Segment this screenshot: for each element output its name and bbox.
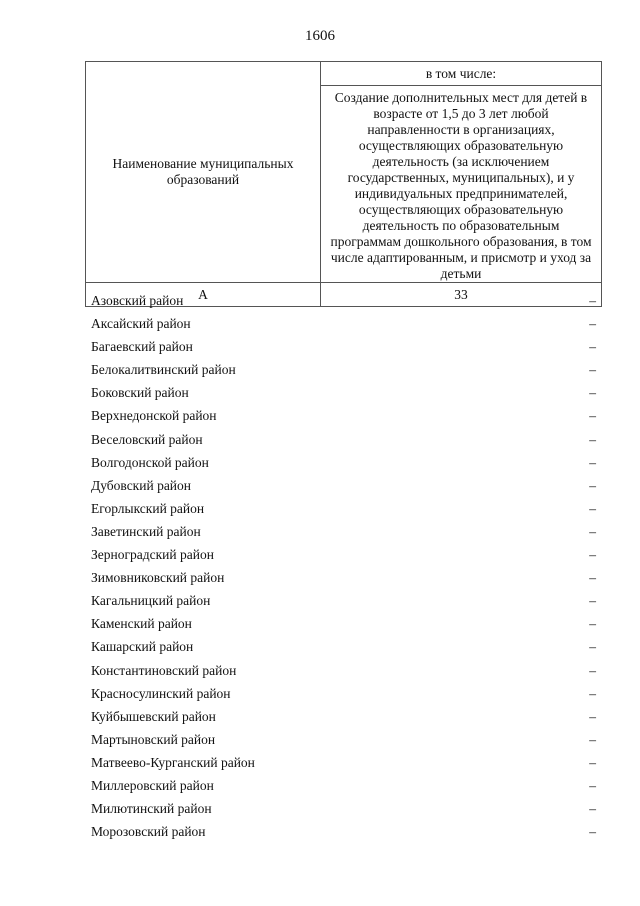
header-municipality-name: Наименование муниципальных образований [86,62,321,283]
table-row [0,659,640,682]
table-row [0,520,640,543]
district-value: – [589,685,596,701]
district-value: – [589,708,596,724]
district-name: Егорлыкский район [91,500,205,516]
district-value: – [589,777,596,793]
district-value: – [589,293,596,308]
district-value: – [589,362,596,378]
table-row [0,543,640,566]
district-value: – [589,431,596,447]
table-row [0,774,640,797]
district-name: Куйбышевский район [91,708,216,724]
table-row [0,428,640,451]
district-value: – [589,801,596,817]
district-name: Багаевский район [91,339,193,355]
district-name: Волгодонской район [91,454,209,470]
table-row [0,705,640,728]
district-name: Миллеровский район [91,777,214,793]
table-row [0,404,640,427]
district-name: Азовский район [91,293,184,308]
district-value: – [589,570,596,586]
page-number: 1606 [305,28,335,44]
table-row [0,682,640,705]
table-row [0,728,640,751]
table-header [85,61,602,307]
table-row [0,497,640,520]
district-value: – [589,523,596,539]
table-row [0,566,640,589]
district-value: – [589,754,596,770]
header-column-code-a: А [86,283,321,307]
table-row [0,820,640,843]
district-value: – [589,662,596,678]
table-row [0,589,640,612]
district-value: – [589,339,596,355]
district-value: – [589,316,596,332]
district-name: Верхнедонской район [91,408,217,424]
table-row [0,751,640,774]
district-name: Матвеево-Курганский район [91,754,255,770]
district-name: Константиновский район [91,662,237,678]
district-value: – [589,731,596,747]
district-value: – [589,385,596,401]
table-row [0,635,640,658]
district-name: Морозовский район [91,824,206,840]
district-list [0,289,640,843]
district-value: – [589,500,596,516]
district-name: Кашарский район [91,639,194,655]
district-name: Милютинский район [91,801,212,817]
district-name: Каменский район [91,616,192,632]
district-value: – [589,639,596,655]
table-row [0,289,640,312]
table-row [0,797,640,820]
district-name: Зимовниковский район [91,570,225,586]
district-name: Веселовский район [91,431,203,447]
table-row [0,381,640,404]
header-column-code-33: 33 [321,283,602,307]
header-including-label: в том числе: [321,62,602,86]
table-row [0,312,640,335]
table-row [0,474,640,497]
district-value: – [589,616,596,632]
district-value: – [589,408,596,424]
district-value: – [589,454,596,470]
district-value: – [589,824,596,840]
district-value: – [589,547,596,563]
district-name: Мартыновский район [91,731,216,747]
district-name: Аксайский район [91,316,191,332]
table-row [0,451,640,474]
table-row [0,358,640,381]
district-name: Красносулинский район [91,685,231,701]
table-row [0,335,640,358]
district-name: Кагальницкий район [91,593,211,609]
header-column-description: Создание дополнительных мест для детей в возрасте от 1,5 до 3 лет любой направленности в организациях, осуществляющих образовательную деятельность (за исключением государственных, муниципальных), и у индивидуальных предпринимателей, осуществляющих образовательную деятельность по образовательным программам дошкольного образования, в том числе адаптированным, и присмотр и уход за детьми [321,86,602,283]
district-name: Заветинский район [91,523,201,539]
district-value: – [589,477,596,493]
table-row [0,612,640,635]
district-name: Дубовский район [91,477,192,493]
district-value: – [589,593,596,609]
district-name: Белокалитвинский район [91,362,236,378]
district-name: Зерноградский район [91,547,214,563]
district-name: Боковский район [91,385,189,401]
